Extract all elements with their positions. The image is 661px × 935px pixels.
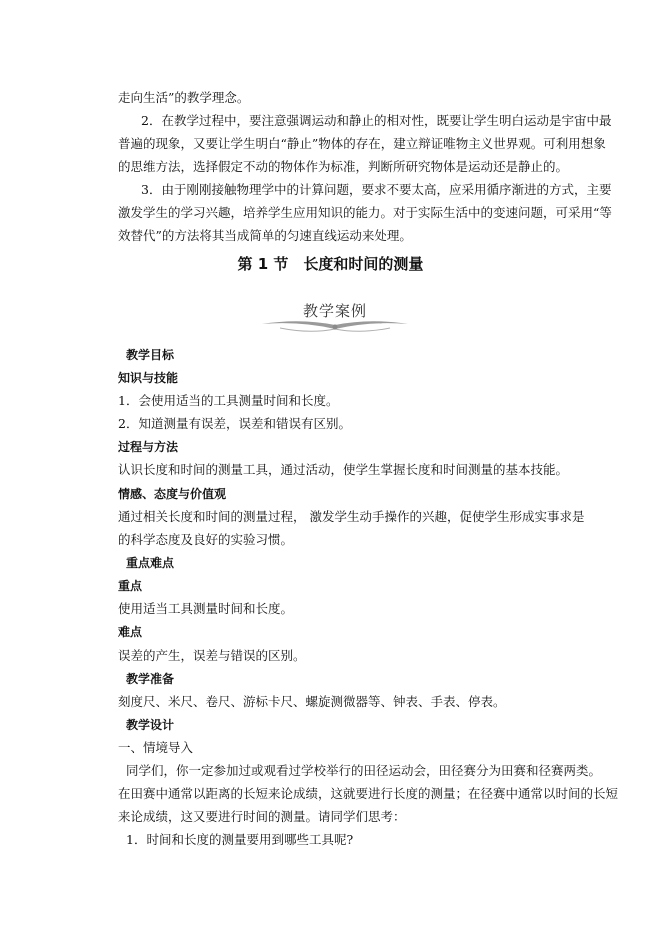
design-subheading: 一、情境导入 bbox=[118, 740, 194, 755]
heading-design: 教学设计 bbox=[126, 718, 175, 732]
intro-line: 的思维方法，选择假定不动的物体作为标准，判断所研究物体是运动还是静止的。 bbox=[118, 159, 569, 174]
intro-line: 效替代”的方法将其当成简单的匀速直线运动来处理。 bbox=[118, 228, 412, 243]
heading-emotion: 情感、态度与价值观 bbox=[118, 487, 227, 501]
heading-key-points: 重点难点 bbox=[126, 556, 175, 570]
knowledge-item: 1．会使用适当的工具测量时间和长度。 bbox=[118, 393, 339, 408]
intro-line: 走向生活”的教学理念。 bbox=[118, 90, 250, 105]
section-title: 第 1 节 长度和时间的测量 bbox=[237, 255, 424, 273]
intro-line: 2．在教学过程中，要注意强调运动和静止的相对性，既要让学生明白运动是宇宙中最 bbox=[141, 113, 612, 128]
emotion-line: 的科学态度及良好的实验习惯。 bbox=[118, 532, 294, 547]
design-line: 在田赛中通常以距离的长短来论成绩，这就要进行长度的测量；在径赛中通常以时间的长短 bbox=[118, 786, 619, 801]
heading-preparation: 教学准备 bbox=[126, 672, 175, 686]
banner-title: 教学案例 bbox=[302, 302, 367, 320]
emotion-line: 通过相关长度和时间的测量过程， 激发学生动手操作的兴趣，促使学生形成实事求是 bbox=[118, 509, 585, 524]
intro-line: 普遍的现象，又要让学生明白“静止”物体的存在，建立辩证唯物主义世界观。可利用想象 bbox=[118, 136, 606, 151]
ornament-icon bbox=[260, 316, 410, 336]
heading-process: 过程与方法 bbox=[118, 440, 179, 454]
heading-objectives: 教学目标 bbox=[126, 348, 175, 362]
heading-knowledge: 知识与技能 bbox=[118, 371, 179, 385]
intro-line: 3．由于刚刚接触物理学中的计算问题，要求不要太高，应采用循序渐进的方式，主要 bbox=[141, 182, 612, 197]
difficult-text: 误差的产生，误差与错误的区别。 bbox=[118, 648, 306, 663]
key-text: 使用适当工具测量时间和长度。 bbox=[118, 601, 294, 616]
design-line: 1．时间和长度的测量要用到哪些工具呢? bbox=[126, 832, 354, 847]
case-banner bbox=[260, 298, 410, 336]
knowledge-item: 2．知道测量有误差，误差和错误有区别。 bbox=[118, 416, 351, 431]
heading-key: 重点 bbox=[118, 579, 143, 593]
preparation-text: 刻度尺、米尺、卷尺、游标卡尺、螺旋测微器等、钟表、手表、停表。 bbox=[118, 694, 506, 709]
intro-line: 激发学生的学习兴趣，培养学生应用知识的能力。对于实际生活中的变速问题，可采用“等 bbox=[118, 205, 612, 220]
process-text: 认识长度和时间的测量工具，通过活动，使学生掌握长度和时间测量的基本技能。 bbox=[118, 462, 569, 477]
heading-difficult: 难点 bbox=[118, 625, 143, 639]
design-line: 同学们，你一定参加过或观看过学校举行的田径运动会，田径赛分为田赛和径赛两类。 bbox=[126, 763, 602, 778]
design-line: 来论成绩，这又要进行时间的测量。请同学们思考： bbox=[118, 809, 406, 824]
